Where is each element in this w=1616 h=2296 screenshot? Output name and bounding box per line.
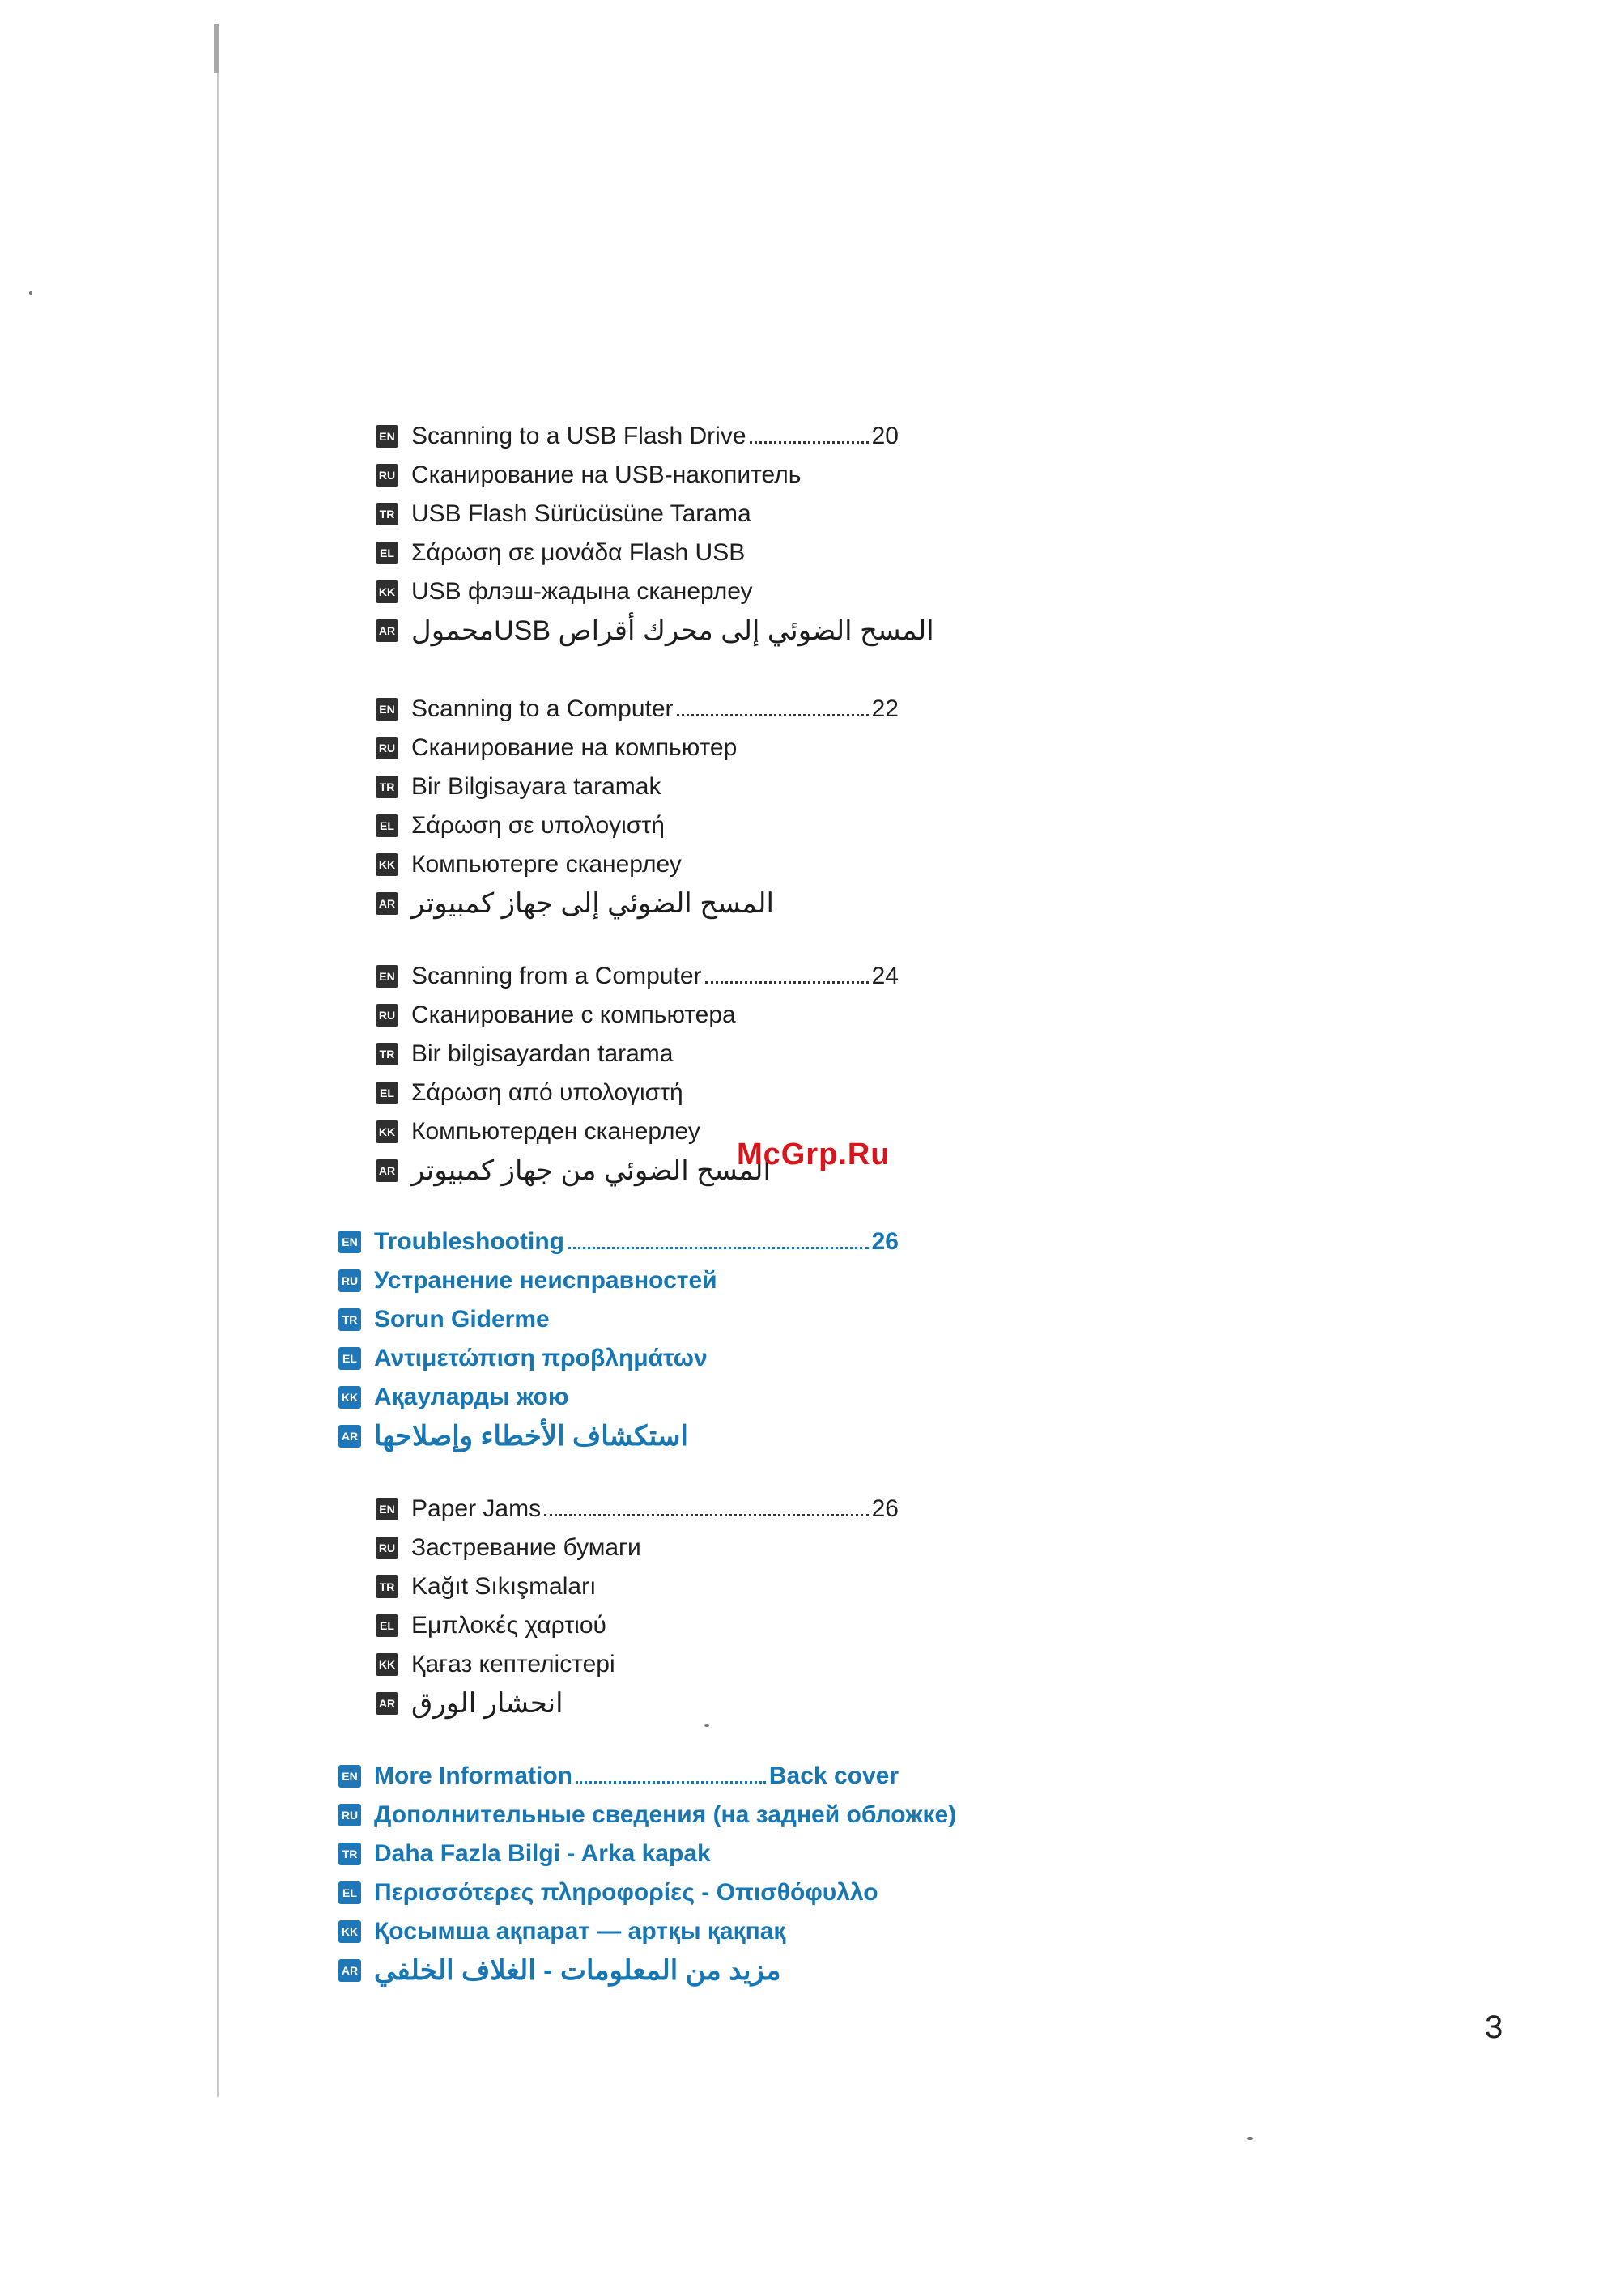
lang-badge-el: EL [338, 1881, 361, 1904]
toc-page-number: 22 [871, 695, 899, 722]
lang-badge-ar: AR [376, 1692, 398, 1715]
toc-entry-title: USB Flash Sürücüsüne Tarama [411, 500, 751, 527]
toc-entry-ar[interactable] [376, 611, 934, 650]
toc-entry-title: Устранение неисправностей [374, 1267, 717, 1294]
toc-entry-ru[interactable] [376, 1529, 641, 1567]
toc-entry-ru[interactable] [338, 1796, 956, 1835]
lang-badge-ar: AR [338, 1425, 361, 1448]
toc-entry-title: مزيد من المعلومات - الغلاف الخلفي [374, 1955, 781, 1986]
toc-entry-el[interactable] [376, 1606, 606, 1645]
toc-entry-title: Scanning to a Computer [411, 695, 674, 722]
lang-badge-el: EL [338, 1347, 361, 1370]
toc-entry-ar[interactable] [338, 1417, 688, 1456]
dot-leader [750, 441, 869, 444]
toc-entry-ar[interactable] [376, 1684, 563, 1723]
toc-entry-kk[interactable] [338, 1378, 568, 1417]
lang-badge-ar: AR [376, 1159, 398, 1182]
toc-entry-title: Компьютерден сканерлеу [411, 1118, 700, 1145]
lang-badge-el: EL [376, 1614, 398, 1637]
toc-entry-title: Bir Bilgisayara taramak [411, 773, 661, 800]
lang-badge-kk: KK [376, 1653, 398, 1676]
toc-entry-title: Қағаз кептелістері [411, 1651, 615, 1677]
lang-badge-el: EL [376, 814, 398, 837]
toc-entry-ar[interactable] [376, 884, 774, 923]
toc-entry-title: استكشاف الأخطاء وإصلاحها [374, 1421, 688, 1452]
toc-entry-title: Kağıt Sıkışmaları [411, 1573, 597, 1600]
lang-badge-tr: TR [376, 503, 398, 525]
page-number: 3 [1485, 2009, 1503, 2045]
page-binding-edge [217, 24, 219, 2097]
toc-entry-ru[interactable] [376, 996, 736, 1035]
toc-entry-title: Scanning to a USB Flash Drive [411, 423, 746, 449]
toc-entry-title: Σάρωση από υπολογιστή [411, 1079, 683, 1106]
toc-entry-title: Сканирование на USB-накопитель [411, 461, 802, 488]
toc-entry-title: Εμπλοκές χαρτιού [411, 1612, 606, 1639]
toc-entry-tr[interactable] [338, 1835, 711, 1873]
toc-entry-title: Сканирование на компьютер [411, 734, 738, 761]
toc-entry-title: انحشار الورق [411, 1688, 563, 1719]
toc-entry-en[interactable] [376, 690, 899, 729]
toc-entry-title: المسح الضوئي من جهاز كمبيوتر [411, 1155, 771, 1186]
toc-entry-en[interactable] [338, 1222, 899, 1261]
toc-entry-tr[interactable] [376, 1567, 596, 1606]
toc-entry-title: Компьютерге сканерлеу [411, 851, 682, 878]
lang-badge-ar: AR [376, 619, 398, 642]
toc-entry-title: المسح الضوئي إلى محرك أقراص USBمحمول [411, 615, 934, 646]
toc-entry-kk[interactable] [376, 1645, 615, 1684]
toc-entry-kk[interactable] [338, 1912, 785, 1951]
lang-badge-el: EL [376, 1082, 398, 1104]
dot-leader [677, 714, 869, 716]
dot-leader [544, 1514, 869, 1516]
scan-speck [29, 291, 32, 295]
toc-entry-title: Σάρωση σε υπολογιστή [411, 812, 665, 839]
lang-badge-en: EN [376, 1498, 398, 1520]
toc-entry-title: Bir bilgisayardan tarama [411, 1040, 674, 1067]
toc-entry-ar[interactable] [338, 1951, 780, 1990]
scan-speck [704, 1724, 709, 1727]
lang-badge-tr: TR [376, 776, 398, 798]
lang-badge-kk: KK [376, 1120, 398, 1143]
toc-page-number: 26 [871, 1495, 899, 1522]
toc-entry-title: Scanning from a Computer [411, 963, 702, 989]
dot-leader [705, 981, 869, 984]
toc-entry-title: Αντιμετώπιση προβλημάτων [374, 1345, 708, 1371]
toc-entry-en[interactable] [376, 417, 899, 456]
toc-entry-tr[interactable] [338, 1300, 550, 1339]
dot-leader [568, 1247, 869, 1249]
lang-badge-ru: RU [376, 1004, 398, 1027]
toc-page-number: Back cover [768, 1762, 899, 1789]
toc-entry-title: Дополнительные сведения (на задней обложке) [374, 1801, 957, 1828]
toc-entry-kk[interactable] [376, 1112, 700, 1151]
toc-entry-el[interactable] [338, 1873, 878, 1912]
lang-badge-en: EN [376, 425, 398, 448]
toc-entry-ar[interactable] [376, 1151, 771, 1190]
toc-entry-en[interactable] [376, 957, 899, 996]
lang-badge-ru: RU [376, 464, 398, 487]
lang-badge-el: EL [376, 542, 398, 564]
toc-entry-el[interactable] [376, 806, 665, 845]
lang-badge-ru: RU [376, 737, 398, 759]
toc-entry-tr[interactable] [376, 1035, 673, 1074]
toc-entry-title: Ақауларды жою [374, 1384, 569, 1410]
lang-badge-en: EN [376, 698, 398, 721]
lang-badge-tr: TR [338, 1308, 361, 1331]
lang-badge-tr: TR [338, 1843, 361, 1865]
lang-badge-en: EN [338, 1765, 361, 1788]
toc-entry-ru[interactable] [376, 729, 737, 767]
toc-entry-ru[interactable] [376, 456, 801, 495]
toc-entry-ru[interactable] [338, 1261, 717, 1300]
lang-badge-tr: TR [376, 1575, 398, 1598]
toc-entry-title: Paper Jams [411, 1495, 542, 1522]
lang-badge-kk: KK [338, 1386, 361, 1409]
lang-badge-ru: RU [376, 1537, 398, 1559]
lang-badge-kk: KK [376, 853, 398, 876]
toc-page-number: 20 [871, 423, 899, 449]
toc-entry-kk[interactable] [376, 845, 682, 884]
dot-leader [576, 1781, 766, 1784]
lang-badge-ar: AR [338, 1959, 361, 1982]
toc-entry-title: Сканирование с компьютера [411, 1001, 736, 1028]
toc-entry-title: Περισσότερες πληροφορίες - Οπισθόφυλλο [374, 1879, 878, 1906]
toc-entry-tr[interactable] [376, 767, 661, 806]
lang-badge-en: EN [376, 965, 398, 988]
page-binding-mark [214, 24, 219, 73]
toc-entry-title: المسح الضوئي إلى جهاز كمبيوتر [411, 888, 774, 919]
toc-entry-el[interactable] [376, 534, 745, 572]
lang-badge-ru: RU [338, 1269, 361, 1292]
toc-entry-title: Daha Fazla Bilgi - Arka kapak [374, 1840, 711, 1867]
toc-entry-el[interactable] [376, 1074, 683, 1112]
toc-entry-en[interactable] [376, 1490, 899, 1529]
toc-entry-el[interactable] [338, 1339, 708, 1378]
lang-badge-ar: AR [376, 892, 398, 915]
lang-badge-ru: RU [338, 1804, 361, 1826]
toc-page-number: 26 [871, 1228, 899, 1255]
toc-entry-title: More Information [374, 1762, 572, 1789]
toc-entry-title: Sorun Giderme [374, 1306, 550, 1333]
watermark: McGrp.Ru [737, 1137, 891, 1171]
lang-badge-kk: KK [338, 1920, 361, 1943]
lang-badge-en: EN [338, 1231, 361, 1253]
scan-speck [1247, 2137, 1253, 2140]
toc-entry-title: Қосымша ақпарат — артқы қақпақ [374, 1918, 786, 1945]
toc-entry-en[interactable] [338, 1757, 899, 1796]
lang-badge-tr: TR [376, 1043, 398, 1065]
toc-entry-kk[interactable] [376, 572, 753, 611]
toc-entry-title: Застревание бумаги [411, 1534, 641, 1561]
toc-entry-title: Troubleshooting [374, 1228, 564, 1255]
toc-page-number: 24 [871, 963, 899, 989]
toc-entry-title: USB флэш-жадына сканерлеу [411, 578, 753, 605]
toc-entry-tr[interactable] [376, 495, 751, 534]
lang-badge-kk: KK [376, 580, 398, 603]
toc-entry-title: Σάρωση σε μονάδα Flash USB [411, 539, 746, 566]
